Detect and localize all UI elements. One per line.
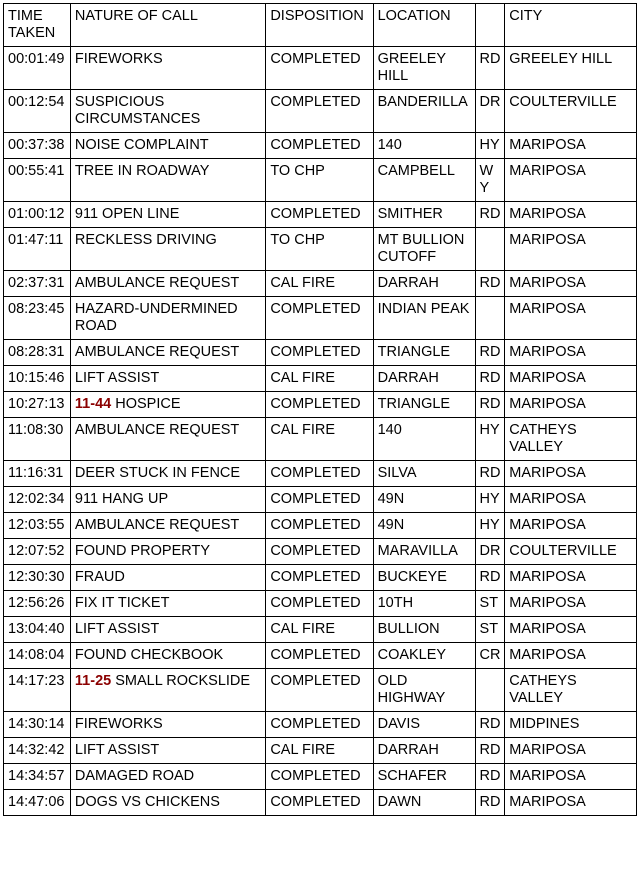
table-row [4, 228, 637, 271]
cell-time: 11:08:30 [4, 418, 71, 461]
cell-location: SMITHER [373, 202, 475, 228]
cell-street-suffix: CR [475, 643, 505, 669]
cell-street-suffix [475, 669, 505, 712]
cell-time: 00:37:38 [4, 133, 71, 159]
cell-city: CATHEYS VALLEY [505, 669, 637, 712]
cell-nature-of-call [70, 539, 265, 565]
cell-time: 14:32:42 [4, 738, 71, 764]
cell-location: TRIANGLE [373, 392, 475, 418]
cell-city: MARIPOSA [505, 565, 637, 591]
cell-nature-of-call [70, 47, 265, 90]
cell-time: 12:03:55 [4, 513, 71, 539]
cell-city: MARIPOSA [505, 297, 637, 340]
cell-nature-of-call [70, 669, 265, 712]
table-row [4, 366, 637, 392]
table-row [4, 159, 637, 202]
table-row [4, 297, 637, 340]
cell-nature-of-call [70, 617, 265, 643]
cell-location: SCHAFER [373, 764, 475, 790]
cell-location: 10TH [373, 591, 475, 617]
cell-nature-of-call [70, 202, 265, 228]
call-nature-text: AMBULANCE REQUEST [74, 422, 240, 438]
call-nature-text: HOSPICE [115, 396, 181, 412]
cell-city: MARIPOSA [505, 228, 637, 271]
call-nature-text: NOISE COMPLAINT [74, 137, 209, 153]
call-nature-text: SMALL ROCKSLIDE [115, 673, 251, 689]
cell-street-suffix: RD [475, 271, 505, 297]
table-row [4, 418, 637, 461]
table-row [4, 461, 637, 487]
cell-time: 01:00:12 [4, 202, 71, 228]
cell-location: OLD HIGHWAY [373, 669, 475, 712]
cell-time: 02:37:31 [4, 271, 71, 297]
cell-city: MARIPOSA [505, 617, 637, 643]
cell-city: MARIPOSA [505, 643, 637, 669]
cell-street-suffix: RD [475, 712, 505, 738]
call-nature-text: AMBULANCE REQUEST [74, 517, 240, 533]
cell-city: MARIPOSA [505, 366, 637, 392]
table-row [4, 764, 637, 790]
cell-city: COULTERVILLE [505, 539, 637, 565]
cell-nature-of-call [70, 461, 265, 487]
cell-city: MARIPOSA [505, 159, 637, 202]
call-nature-text: LIFT ASSIST [74, 742, 160, 758]
cell-street-suffix: DR [475, 539, 505, 565]
header-city: CITY [505, 4, 637, 47]
cell-nature-of-call [70, 366, 265, 392]
cell-location: BUCKEYE [373, 565, 475, 591]
cell-street-suffix: RD [475, 461, 505, 487]
call-nature-text: AMBULANCE REQUEST [74, 275, 240, 291]
cell-time: 12:30:30 [4, 565, 71, 591]
cell-disposition: COMPLETED [266, 643, 373, 669]
cell-time: 12:07:52 [4, 539, 71, 565]
cell-street-suffix: HY [475, 133, 505, 159]
cell-nature-of-call [70, 159, 265, 202]
cell-nature-of-call [70, 228, 265, 271]
cell-location: CAMPBELL [373, 159, 475, 202]
cell-location: COAKLEY [373, 643, 475, 669]
call-nature-text: FIREWORKS [74, 51, 163, 67]
cell-nature-of-call [70, 513, 265, 539]
cell-disposition: CAL FIRE [266, 617, 373, 643]
cell-city: MARIPOSA [505, 591, 637, 617]
cell-disposition: COMPLETED [266, 340, 373, 366]
cell-street-suffix [475, 297, 505, 340]
cell-location: MARAVILLA [373, 539, 475, 565]
cell-city: MARIPOSA [505, 340, 637, 366]
table-header [4, 4, 637, 47]
cell-nature-of-call [70, 340, 265, 366]
cell-city: MARIPOSA [505, 202, 637, 228]
cell-city: MARIPOSA [505, 513, 637, 539]
call-code: 11-25 [74, 673, 112, 689]
table-row [4, 565, 637, 591]
call-nature-text: FIREWORKS [74, 716, 163, 732]
table-row [4, 133, 637, 159]
cell-disposition: COMPLETED [266, 513, 373, 539]
call-nature-text: DAMAGED ROAD [74, 768, 195, 784]
cell-street-suffix: RD [475, 47, 505, 90]
call-nature-text: 911 HANG UP [74, 491, 169, 507]
cell-nature-of-call [70, 738, 265, 764]
cell-disposition: CAL FIRE [266, 271, 373, 297]
cell-time: 08:23:45 [4, 297, 71, 340]
cell-city: MARIPOSA [505, 764, 637, 790]
cell-location: DAWN [373, 790, 475, 816]
cell-location: DAVIS [373, 712, 475, 738]
cell-time: 12:56:26 [4, 591, 71, 617]
call-code: 11-44 [74, 396, 112, 412]
table-row [4, 513, 637, 539]
cell-street-suffix: DR [475, 90, 505, 133]
cell-location: DARRAH [373, 271, 475, 297]
cell-nature-of-call [70, 271, 265, 297]
cell-street-suffix: RD [475, 202, 505, 228]
cell-disposition: COMPLETED [266, 669, 373, 712]
table-row [4, 271, 637, 297]
call-nature-text: SUSPICIOUS CIRCUMSTANCES [74, 94, 201, 127]
cell-nature-of-call [70, 392, 265, 418]
cell-location: BULLION [373, 617, 475, 643]
cell-time: 00:55:41 [4, 159, 71, 202]
cell-city: MIDPINES [505, 712, 637, 738]
call-nature-text: RECKLESS DRIVING [74, 232, 217, 248]
cell-location: SILVA [373, 461, 475, 487]
call-nature-text: 911 OPEN LINE [74, 206, 180, 222]
cell-disposition: COMPLETED [266, 565, 373, 591]
table-row [4, 591, 637, 617]
cell-time: 00:12:54 [4, 90, 71, 133]
cell-city: MARIPOSA [505, 271, 637, 297]
table-row [4, 487, 637, 513]
cell-disposition: COMPLETED [266, 539, 373, 565]
call-nature-text: TREE IN ROADWAY [74, 163, 210, 179]
cell-nature-of-call [70, 565, 265, 591]
cell-time: 11:16:31 [4, 461, 71, 487]
cell-disposition: COMPLETED [266, 297, 373, 340]
cell-time: 10:27:13 [4, 392, 71, 418]
cell-location: 140 [373, 133, 475, 159]
cell-disposition: COMPLETED [266, 591, 373, 617]
cell-time: 00:01:49 [4, 47, 71, 90]
cell-disposition: CAL FIRE [266, 418, 373, 461]
table-row [4, 617, 637, 643]
call-nature-text: FRAUD [74, 569, 125, 585]
cell-time: 01:47:11 [4, 228, 71, 271]
cell-street-suffix: HY [475, 418, 505, 461]
cell-location: 49N [373, 513, 475, 539]
cell-city: MARIPOSA [505, 738, 637, 764]
cell-time: 14:34:57 [4, 764, 71, 790]
call-log-table [3, 3, 637, 816]
cell-street-suffix: ST [475, 617, 505, 643]
call-nature-text: FIX IT TICKET [74, 595, 170, 611]
cell-disposition: TO CHP [266, 228, 373, 271]
cell-nature-of-call [70, 643, 265, 669]
cell-time: 14:30:14 [4, 712, 71, 738]
cell-nature-of-call [70, 90, 265, 133]
table-row [4, 202, 637, 228]
cell-city: MARIPOSA [505, 392, 637, 418]
cell-location: TRIANGLE [373, 340, 475, 366]
cell-location: INDIAN PEAK [373, 297, 475, 340]
cell-disposition: COMPLETED [266, 133, 373, 159]
cell-nature-of-call [70, 487, 265, 513]
cell-time: 08:28:31 [4, 340, 71, 366]
table-body [4, 47, 637, 816]
cell-disposition: TO CHP [266, 159, 373, 202]
cell-disposition: COMPLETED [266, 392, 373, 418]
cell-city: CATHEYS VALLEY [505, 418, 637, 461]
header-location: LOCATION [373, 4, 475, 47]
cell-location: 140 [373, 418, 475, 461]
cell-street-suffix: RD [475, 392, 505, 418]
cell-city: GREELEY HILL [505, 47, 637, 90]
call-nature-text: FOUND PROPERTY [74, 543, 210, 559]
cell-disposition: COMPLETED [266, 90, 373, 133]
table-row [4, 90, 637, 133]
cell-nature-of-call [70, 133, 265, 159]
cell-disposition: COMPLETED [266, 487, 373, 513]
header-street-suffix [475, 4, 505, 47]
cell-street-suffix [475, 228, 505, 271]
cell-disposition: COMPLETED [266, 712, 373, 738]
cell-time: 13:04:40 [4, 617, 71, 643]
cell-location: BANDERILLA [373, 90, 475, 133]
cell-city: MARIPOSA [505, 487, 637, 513]
cell-street-suffix: WY [475, 159, 505, 202]
cell-street-suffix: RD [475, 340, 505, 366]
call-nature-text: LIFT ASSIST [74, 621, 160, 637]
cell-nature-of-call [70, 790, 265, 816]
table-row [4, 669, 637, 712]
cell-location: GREELEY HILL [373, 47, 475, 90]
cell-disposition: CAL FIRE [266, 738, 373, 764]
cell-nature-of-call [70, 712, 265, 738]
cell-location: DARRAH [373, 366, 475, 392]
cell-nature-of-call [70, 764, 265, 790]
table-row [4, 790, 637, 816]
table-row [4, 340, 637, 366]
cell-time: 14:47:06 [4, 790, 71, 816]
call-nature-text: DOGS VS CHICKENS [74, 794, 220, 810]
table-row [4, 47, 637, 90]
cell-street-suffix: RD [475, 366, 505, 392]
header-row [4, 4, 637, 47]
cell-disposition: COMPLETED [266, 202, 373, 228]
cell-street-suffix: HY [475, 513, 505, 539]
cell-street-suffix: RD [475, 790, 505, 816]
call-nature-text: FOUND CHECKBOOK [74, 647, 224, 663]
cell-nature-of-call [70, 297, 265, 340]
table-row [4, 539, 637, 565]
cell-disposition: COMPLETED [266, 461, 373, 487]
cell-disposition: CAL FIRE [266, 366, 373, 392]
cell-location: 49N [373, 487, 475, 513]
cell-city: MARIPOSA [505, 133, 637, 159]
cell-street-suffix: ST [475, 591, 505, 617]
cell-city: MARIPOSA [505, 461, 637, 487]
cell-disposition: COMPLETED [266, 790, 373, 816]
cell-nature-of-call [70, 418, 265, 461]
table-row [4, 392, 637, 418]
cell-location: DARRAH [373, 738, 475, 764]
cell-city: MARIPOSA [505, 790, 637, 816]
cell-street-suffix: HY [475, 487, 505, 513]
cell-street-suffix: RD [475, 738, 505, 764]
cell-time: 10:15:46 [4, 366, 71, 392]
call-nature-text: HAZARD-UNDERMINED ROAD [74, 301, 238, 334]
header-time-taken: TIME TAKEN [4, 4, 71, 47]
table-row [4, 738, 637, 764]
header-nature-of-call: NATURE OF CALL [70, 4, 265, 47]
cell-nature-of-call [70, 591, 265, 617]
cell-time: 14:17:23 [4, 669, 71, 712]
cell-location: MT BULLION CUTOFF [373, 228, 475, 271]
cell-city: COULTERVILLE [505, 90, 637, 133]
cell-time: 12:02:34 [4, 487, 71, 513]
call-nature-text: LIFT ASSIST [74, 370, 160, 386]
table-row [4, 643, 637, 669]
cell-time: 14:08:04 [4, 643, 71, 669]
cell-street-suffix: RD [475, 565, 505, 591]
cell-disposition: COMPLETED [266, 764, 373, 790]
call-nature-text: AMBULANCE REQUEST [74, 344, 240, 360]
cell-disposition: COMPLETED [266, 47, 373, 90]
cell-street-suffix: RD [475, 764, 505, 790]
table-row [4, 712, 637, 738]
header-disposition: DISPOSITION [266, 4, 373, 47]
call-nature-text: DEER STUCK IN FENCE [74, 465, 241, 481]
